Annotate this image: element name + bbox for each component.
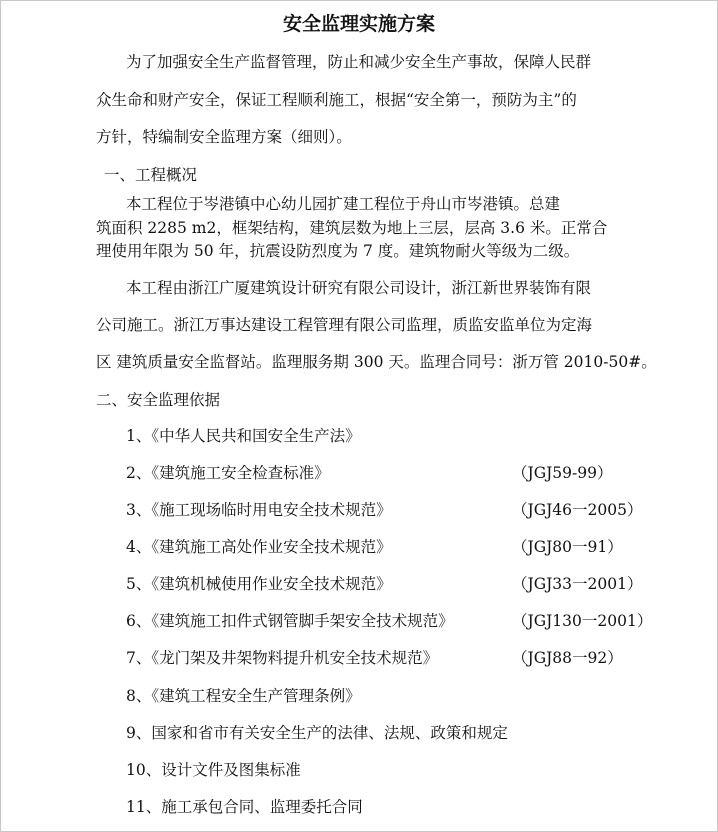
basis-item: 6、《建筑施工扣件式钢管脚手架安全技术规范》: [126, 612, 454, 630]
standard-code: （JGJ59-99）: [512, 464, 613, 482]
basis-item: 8、《建筑工程安全生产管理条例》: [126, 687, 361, 705]
basis-item: 2、《建筑施工安全检查标准》: [126, 464, 330, 482]
standard-code: （JGJ80一91）: [512, 538, 623, 556]
overview-line: 区 建筑质量安全监督站。监理服务期 300 天。监理合同号：浙万管 2010-50#。: [96, 353, 657, 371]
basis-item: 3、《施工现场临时用电安全技术规范》: [126, 501, 392, 519]
overview-line: 理使用年限为 50 年，抗震设防烈度为 7 度。建筑物耐火等级为二级。: [96, 242, 580, 260]
section-heading: 一、工程概况: [104, 166, 198, 184]
basis-item: 5、《建筑机械使用作业安全技术规范》: [126, 575, 392, 593]
intro-line: 为了加强安全生产监督管理，防止和减少安全生产事故，保障人民群: [126, 53, 592, 71]
basis-item: 10、设计文件及图集标准: [126, 761, 301, 779]
standard-code: （JGJ33一2001）: [512, 575, 643, 593]
basis-item: 11、施工承包合同、监理委托合同: [126, 798, 363, 816]
section-heading: 二、安全监理依据: [96, 391, 221, 409]
standard-code: （JGJ88一92）: [512, 649, 623, 667]
overview-line: 公司施工。浙江万事达建设工程管理有限公司监理，质监安监单位为定海: [96, 316, 593, 334]
standard-code: （JGJ46一2005）: [512, 501, 643, 519]
basis-item: 9、国家和省市有关安全生产的法律、法规、政策和规定: [126, 724, 508, 742]
basis-item: 4、《建筑施工高处作业安全技术规范》: [126, 538, 392, 556]
overview-line: 筑面积 2285 m2，框架结构，建筑层数为地上三层，层高 3.6 米。正常合: [96, 219, 608, 237]
basis-item: 7、《龙门架及井架物料提升机安全技术规范》: [126, 649, 439, 667]
overview-line: 本工程位于岑港镇中心幼儿园扩建工程位于舟山市岑港镇。总建: [126, 195, 561, 213]
overview-line: 本工程由浙江广厦建筑设计研究有限公司设计，浙江新世界装饰有限: [126, 279, 592, 297]
intro-line: 众生命和财产安全，保证工程顺利施工，根据“安全第一，预防为主”的: [96, 91, 577, 109]
document-title: 安全监理实施方案: [282, 13, 435, 35]
basis-item: 1、《中华人民共和国安全生产法》: [126, 427, 361, 445]
intro-line: 方针，特编制安全监理方案（细则）。: [96, 128, 352, 146]
standard-code: （JGJ130一2001）: [512, 612, 653, 630]
